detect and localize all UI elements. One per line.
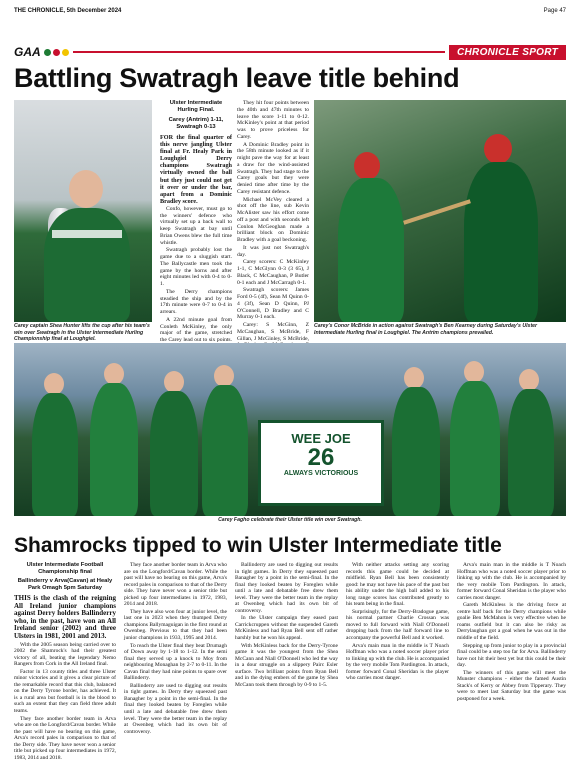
paragraph: Arva's main man in the middle is T Noach Hoffman who was a noted soccer player prior to linking up with the club. He is accompanied by the very mobile Tom Pardington. In attack, former forward Conal Sheridan is the player who carries most danger. — [457, 562, 566, 601]
paragraph: Michael McVey cleared a shot off the line, sub Kevin McAlister saw his effort come off a post and with seconds left Conlon McGeoghan made a brilliant block on Dominic Bradley with a goal beckoning. — [237, 196, 309, 243]
paragraph: In the Ulster campaign they eased past Carrickcruppen without the suspended Gareth McKinless and had Ryan Bell sent off rather harshly but he won his appeal. — [235, 615, 338, 642]
paragraph: It was just not Swatragh's day. — [237, 244, 309, 258]
paragraph: Ballinderry are used to digging out results in tight games. In Derry they squeezed past Banagher by a point in the semi-final. In the final they looked beaten by Foreglen while until a late and debatable free drew them level. They were the better team in the replay at Owenbeg which had its own bit of controversy. — [235, 562, 338, 614]
story2-column-4 — [346, 562, 449, 732]
paragraph: Confo, however, must go to the winners' defence who virtually set up a back wall to keep Swatragh at bay until Brian Owens blew the full time whistle. — [160, 205, 232, 246]
headline-main: Battling Swatragh leave title behind — [14, 63, 460, 93]
story2-kicker: Ulster Intermediate Football Championship final — [26, 562, 104, 575]
caption-captain: Carey captain Shea Hunter lifts the cup after his team's win over Swatragh in the Ulster Intermediate Hurling Championship final at Loughgiel. — [14, 323, 150, 343]
page-header — [14, 5, 566, 17]
paragraph: To reach the Ulster final they beat Drumagh of Down away by 1-18 to 1-12. In the semi final they served up a knock to Moy from neighbouring Monaghan by 2-7 to 0-11. In the Cavan final they had nine points to spare over Ballinderry. — [124, 642, 227, 682]
story2-lead: THIS is the clash of the reigning All Ireland junior champions against Derry holders Ballinderry who, in the past, have won an All Ireland senior (2002) and three Ulsters in 1981, 2001 and 2013. — [14, 594, 116, 640]
masthead: THE CHRONICLE, 5th December 2024 — [14, 8, 122, 14]
gaa-logo — [14, 45, 69, 59]
paragraph: Gareth McKinless is the driving force at centre half back for the Derry champions while goalie Ben McMahon is very effective when he roams outfield but it can also be risky as Derrylaughan got a goal when he was out in the middle of the field. — [457, 602, 566, 642]
banner-number: 26 — [307, 444, 335, 471]
paragraph: Swatragh probably lost the game due to a sluggish start. The Ballycastle men took the game by the horns and after eight minutes led with 0-4 to 0-1. — [160, 247, 232, 288]
paragraph: A Dominic Bradley point in the 58th minute looked as if it might pave the way for at least a draw for the wind-assisted Swatragh. They had stage to the Carey goals but they were denied time after time by the Carey resistant defence. — [237, 141, 309, 195]
paragraph: They have also won four at junior level, the last one in 2023 when they thumped Derry champions Ballymaguigan in the first round at Owenbeg. Previous to that they had been junior champions in 1933, 1995 and 2014. — [124, 608, 227, 642]
photo-captain-cup — [14, 100, 152, 322]
story1-lead: FOR the final quarter of this nerve jangling Ulster final at Fr. Healy Park in Loughgiel Derry champions Swatragh virtually owned the ball but they just could not get it over or under the bar, apart from a Dominic Bradley score. — [160, 134, 232, 205]
paragraph: Surprisingly, for the Derry-Bradogue game, his normal partner Charlie Crossan was moved to full forward with Niall O'Donnell dropping back from the half forward line to accompany the powerful Bell and it worked. — [346, 608, 449, 642]
paragraph: Stepping up from junior to play in a provincial final could be a step too far for Arva. Ballinderry have not hit their best yet but this could be their day. — [457, 642, 566, 669]
photo-action — [314, 100, 566, 322]
divider — [73, 51, 445, 53]
paragraph: The winners of this game will meet the Munster champions - either the famed Austin Stack's of Kerry or Abbey from Tipperary. They were to meet last Saturday but the game was postponed for a week. — [457, 669, 566, 702]
memorial-banner — [258, 420, 384, 506]
story1-column-1 — [160, 100, 232, 344]
page-number: Page 47 — [543, 8, 566, 14]
paragraph: The Derry champions steadied the ship and by the 17th minute were 0-7 to 0-4 in arrears. — [160, 288, 232, 316]
story2-fixture: Ballinderry v Arva(Cavan) at Healy Park Omagh 5pm Saturday — [17, 578, 113, 591]
paragraph: Arva's main man in the middle is T Noach Hoffman who was a noted soccer player prior to linking up with the club. He is accompanied by the very mobile Tom Pardington. In attack, former forward Conal Sheridan is the player who carries most danger. — [346, 642, 449, 682]
paragraph: A 22nd minute goal from Conleth McKinley, the only major of the game, stretched the Carey lead out to six points. — [160, 316, 232, 344]
paragraph: They face another border team in Arva who are on the Longford/Cavan border. While the past will have no bearing on this game, Arva's record pales in comparison to that of the Derry side. They have never won a senior title but picked up four intermediates in 1972, 1983, 2014 and 2018. — [14, 715, 116, 761]
paragraph: They hit four points between the 40th and 47th minutes to leave the score 1-11 to 0-12. McKinley's point at that period was to prove priceless for Carey. — [237, 100, 309, 140]
paragraph: They face another border team in Arva who are on the Longford/Cavan border. While the past will have no bearing on this game, Arva's record pales in comparison to that of the Derry side. They have never won a senior title but picked up four intermediates in 1972, 1983, 2014 and 2018. — [124, 562, 227, 608]
story1-column-2 — [237, 100, 309, 340]
story2-column-5 — [457, 562, 566, 732]
story2-column-1 — [14, 562, 116, 761]
banner-line-1: WEE JOE — [291, 431, 351, 446]
story2-column-3 — [235, 562, 338, 732]
story2-column-2 — [124, 562, 227, 735]
paragraph: Carey: S McGinn, Z McCaughan, S McBride, F Gillan, J McGinley, S McBride, — [237, 322, 309, 342]
gaa-dots-icon — [44, 49, 69, 56]
story1-score: Carey (Antrim) 1-11, Swatragh 0-13 — [168, 117, 224, 130]
paragraph: With the 2005 season being carried over to 2002 the Shamrock's had their greatest victory of all, beating the legendary Nemo Rangers from Cork in the All Ireland final. — [14, 641, 116, 668]
caption-team: Carey Fagho celebrate their Ulster title win over Swatragh. — [218, 517, 362, 523]
banner-line-3: ALWAYS VICTORIOUS — [283, 470, 359, 477]
paragraph: Swatragh scorers: James Ford 0-5 (4f), Sean M Quinn 0-4 (3f), Sean D Quinn, PJ O'Connell, D Bradley and C Murray 0-1 each. — [237, 287, 309, 321]
section-strip — [14, 44, 566, 60]
headline-second: Shamrocks tipped to win Ulster Intermediate title — [14, 534, 502, 557]
paragraph: With neither attacks setting any scoring records this game could be decided at midfield. Ryan Bell has been consistently good: he may not have his pace of the past but his ability under the high ball added to his long range scores has contributed greatly to his team being in the final. — [346, 562, 449, 608]
gaa-label: GAA — [14, 45, 41, 59]
section-brand: CHRONICLE SPORT — [449, 45, 566, 60]
paragraph: Carey scorers: C McKinley 1-1, C McGlynn 0-3 (3 65), J Black, C McCaughan, P Butler 0-1 each and J McCarragh 0-1. — [237, 259, 309, 286]
caption-action: Carey's Conor McBride in action against Swatragh's Ben Kearney during Saturday's Ulster Intermediate Hurling final in Loughgiel. The Antrim champions prevailed. — [314, 323, 538, 336]
paragraph: Factor in 13 county titles and three Ulster minor victories and it gives a clear picture of the remarkable record that this club, balanced on the Derry Tyrone border, has achieved. It is a rural area but football is in the blood to such an extent that they can field three adult teams. — [14, 668, 116, 715]
story1-kicker: Ulster Intermediate Hurling Final. — [169, 100, 223, 113]
paragraph: Ballinderry are used to digging out results in tight games. In Derry they squeezed past Banagher by a point in the semi-final. In the final they looked beaten by Foreglen while until a late and debatable free drew them level. They were the better team in the replay at Owenbeg which had its own bit of controversy. — [124, 682, 227, 735]
paragraph: With McKinless back for the Derry-Tyrone game it was the youngest from the Shea McCann and Niall O'Donnell who led the way in a dour struggle on a slippery Pairc Esler surface. Two brilliant points from Ryan Bell and in the dying embers of the game by Shea McCann took them through by 0-9 to 1-5. — [235, 642, 338, 688]
